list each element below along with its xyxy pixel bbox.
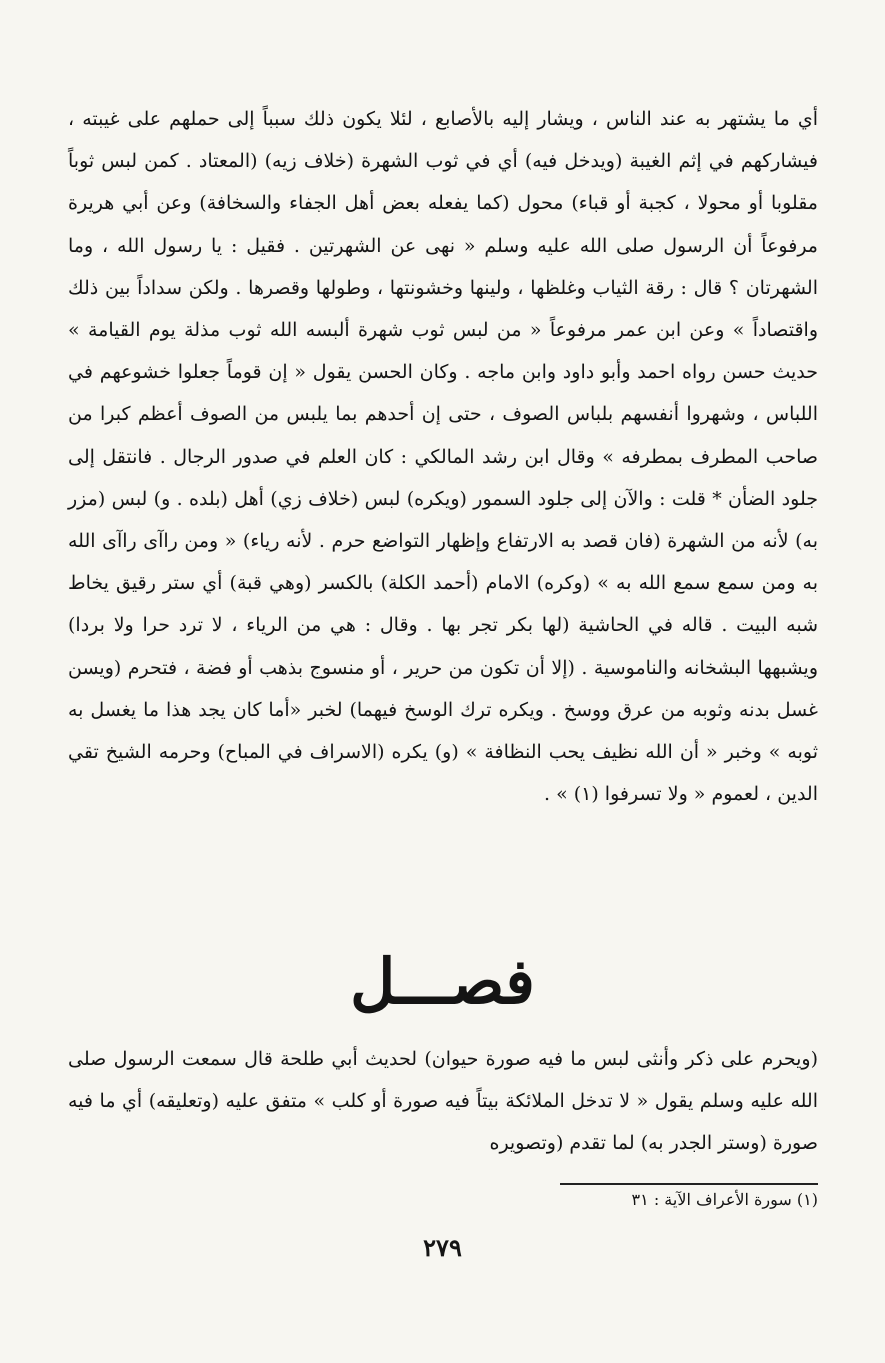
body-paragraph: أي ما يشتهر به عند الناس ، ويشار إليه بالأصابع ، لئلا يكون ذلك سبباً إلى حملهم على غيبته ، فيشاركهم في إثم الغيبة (ويدخل فيه) أي في ثوب الشهرة (خلاف زيه) (المعتاد . كمن لبس ثوباً مقلوبا أو محولا ، كجبة أو قباء) محول (كما يفعله بعض أهل الجفاء والسخافة) وعن أبي هريرة مرفوعاً أن الرسول صلى الله عليه وسلم « نهى عن الشهرتين . فقيل : يا رسول الله ، وما الشهرتان ؟ قال : رقة الثياب وغلظها ، ولينها وخشونتها ، وطولها وقصرها . ولكن سداداً بين ذلك واقتصاداً » وعن ابن عمر مرفوعاً « من لبس ثوب شهرة ألبسه الله ثوب مذلة يوم القيامة » حديث حسن رواه احمد وأبو داود وابن ماجه . وكان الحسن يقول « إن قوماً جعلوا خشوعهم في اللباس ، وشهروا أنفسهم بلباس الصوف ، حتى إن أحدهم بما يلبس من الصوف أعظم كبرا من صاحب المطرف بمطرفه » وقال ابن رشد المالكي : كان العلم في صدور الرجال . فانتقل إلى جلود الضأن * قلت : والآن إلى جلود السمور (ويكره) لبس (خلاف زي) أهل (بلده . و) لبس (مزر به) لأنه من الشهرة (فان قصد به الارتفاع وإظهار التواضع حرم . لأنه رياء) « ومن راآى راآى الله به ومن سمع سمع الله به » (وكره) الامام (أحمد الكلة) بالكسر (وهي قبة) أي ستر رقيق يخاط شبه البيت . قاله في الحاشية (لها بكر تجر بها . وقال : هي من الرياء ، لا ترد حرا ولا بردا) ويشبهها البشخانه والناموسية . (إلا أن تكون من حرير ، أو منسوج بذهب أو فضة ، فتحرم (ويسن غسل بدنه وثوبه من عرق ووسخ . ويكره ترك الوسخ فيهما) لخبر «أما كان يجد هذا ما يغسل به ثوبه » وخبر « أن الله نظيف يحب النظافة » (و) يكره (الاسراف في المباح) وحرمه الشيخ تقي الدين ، لعموم « ولا تسرفوا (١) » .	[68, 108, 819, 806]
main-text-block	[68, 98, 818, 815]
section-paragraph: (ويحرم على ذكر وأنثى لبس ما فيه صورة حيوان) لحديث أبي طلحة قال سمعت الرسول صلى الله عليه وسلم يقول « لا تدخل الملائكة بيتاً فيه صورة أو كلب » متفق عليه (وتعليقه) أي ما فيه صورة (وستر الجدر به) لما تقدم (وتصويره	[68, 1048, 818, 1155]
section-text-block	[68, 1038, 818, 1165]
footnote-divider	[560, 1183, 818, 1185]
footnote: (١) سورة الأعراف الآية : ٣١	[631, 1190, 818, 1209]
page-number: ٢٧٩	[423, 1233, 462, 1262]
section-heading: فصـــل	[350, 945, 535, 1018]
